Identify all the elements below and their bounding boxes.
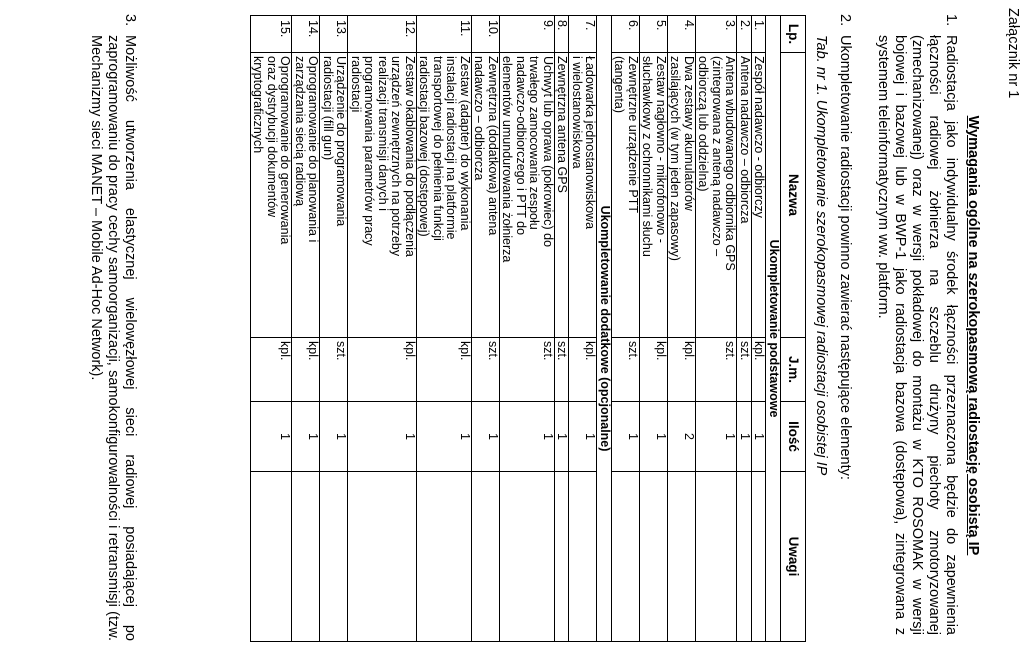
- table-row: [555, 16, 570, 642]
- cell-name-line: odbiorczą lub oddzielna): [696, 56, 711, 192]
- cell-lp: 9.: [500, 16, 555, 53]
- cell-name-line: Oprogramowanie do planowania i: [306, 56, 321, 243]
- paragraph-2: Ukompletowanie radiostacji powinno zawierać następujące elementy:: [837, 35, 853, 480]
- cell-name-line: Antena wbudowanego odbiornika GPS: [723, 56, 738, 271]
- cell-name: [417, 53, 472, 338]
- cell-name: [292, 53, 320, 338]
- cell-name-line: i wielostanowiskowa: [570, 56, 584, 169]
- cell-notes: [500, 472, 555, 642]
- cell-name-line: radiostacji bazowej (dostępowej): [417, 56, 432, 237]
- cell-quantity: 1: [737, 402, 752, 472]
- cell-name-line: Zestaw nagłowno - mikrofonowo -: [654, 56, 668, 243]
- cell-notes: [417, 472, 472, 642]
- table-row: [472, 16, 500, 642]
- cell-name-line: Antena nadawczo – odbiorcza: [738, 56, 752, 224]
- header-unit: J.m.: [781, 338, 806, 402]
- cell-unit: kpl.: [640, 338, 668, 402]
- cell-lp: 10.: [472, 16, 500, 53]
- cell-name: [348, 53, 417, 338]
- cell-quantity: 1: [696, 402, 738, 472]
- cell-lp: 13.: [320, 16, 348, 53]
- cell-name-line: (tangenta): [612, 56, 627, 113]
- cell-notes: [251, 472, 293, 642]
- cell-unit: kpl.: [569, 338, 597, 402]
- cell-name-line: radiostacji (fill gun): [321, 56, 335, 161]
- section-row: [766, 16, 781, 642]
- cell-quantity: 1: [320, 402, 348, 472]
- table-row: [640, 16, 668, 642]
- cell-name: [640, 53, 668, 338]
- cell-name: [752, 53, 767, 338]
- cell-quantity: 1: [752, 402, 767, 472]
- cell-unit: szt.: [500, 338, 555, 402]
- cell-unit: kpl.: [752, 338, 767, 402]
- paragraph-3: Możliwość utworzenia elastycznej wielowęzłowej sieci radiowej posiadającej po zaprogramowaniu do pracy cechy samoorganizacji, samokonfigurowalności i retransmisji (tzw. Mechanizmy sieci MANET – Mobile Ad-Hoc Network).: [88, 35, 138, 641]
- cell-name-line: Zestaw (adapter) do wykonania: [458, 56, 472, 231]
- cell-unit: szt.: [696, 338, 738, 402]
- document-title: Wymagania ogólne na szerokopasmową radiostację osobistą IP: [965, 115, 981, 556]
- table-row: [348, 16, 417, 642]
- cell-name: [251, 53, 293, 338]
- cell-name-line: radiostacji: [349, 56, 363, 113]
- cell-unit: szt.: [472, 338, 500, 402]
- cell-unit: kpl.: [668, 338, 696, 402]
- cell-name-line: trwałego zamocowania zespołu: [527, 56, 542, 230]
- cell-name: [612, 53, 640, 338]
- cell-name-line: Urządzenie do programowania: [334, 56, 349, 227]
- cell-name: [696, 53, 738, 338]
- cell-lp: 8.: [555, 16, 570, 53]
- cell-lp: 14.: [292, 16, 320, 53]
- table-caption: Tab. nr 1. Ukompletowanie szerokopasmowej radiostacji osobistej IP: [813, 35, 829, 476]
- cell-name-line: Dwa zestawy akumulatorów: [682, 56, 696, 211]
- cell-name: [569, 53, 597, 338]
- cell-name-line: Zestaw okablowania do podłączenia: [403, 56, 417, 257]
- cell-name: [555, 53, 570, 338]
- header-name: Nazwa: [781, 53, 806, 338]
- table-row: [612, 16, 640, 642]
- cell-quantity: 1: [417, 402, 472, 472]
- cell-name-line: Ładowarka jednostanowiskowa: [583, 56, 598, 230]
- section-title: Ukompletowanie podstawowe: [766, 16, 781, 642]
- cell-quantity: 1: [569, 402, 597, 472]
- cell-lp: 5.: [640, 16, 668, 53]
- table-row: [500, 16, 555, 642]
- table-body: [251, 16, 781, 642]
- cell-name-line: słuchawkowy z ochronnikami słuchu: [640, 56, 655, 257]
- paragraph-1: Radiostacja jako indywidualny środek łączności przeznaczona będzie do zapewnienia łączności radiowej żołnierza na szczeblu drużyny piechoty zmotoryzowanej (zmechanizowanej) oraz w wersji pokładowej do montażu w KTO ROSOMAK w wersji bojowej i bazowej lub w BWP-1 jako radiostacja bazowa (dostępowa), zintegrowana z systemem teleinformatycznym ww. platform.: [875, 35, 959, 635]
- table-row: [251, 16, 293, 642]
- cell-name-line: Zespół nadawczo - odbiorczy: [752, 56, 767, 218]
- cell-notes: [569, 472, 597, 642]
- table-row: [737, 16, 752, 642]
- cell-name-line: elementów umundurowania żołnierza: [500, 56, 515, 263]
- table-row: [696, 16, 738, 642]
- cell-quantity: 1: [251, 402, 293, 472]
- cell-lp: 4.: [668, 16, 696, 53]
- paragraph-number: 2.: [837, 14, 853, 27]
- cell-notes: [612, 472, 640, 642]
- cell-quantity: 1: [555, 402, 570, 472]
- equipment-table: [250, 15, 806, 642]
- table-row: [292, 16, 320, 642]
- cell-quantity: 1: [292, 402, 320, 472]
- table-row: [569, 16, 597, 642]
- cell-name-line: (zintegrowana z anteną nadawczo –: [710, 56, 724, 257]
- cell-unit: kpl.: [417, 338, 472, 402]
- cell-unit: szt.: [612, 338, 640, 402]
- cell-lp: 15.: [251, 16, 293, 53]
- cell-name: [500, 53, 555, 338]
- cell-name-line: Oprogramowanie do generowania: [278, 56, 293, 245]
- header-notes: Uwagi: [781, 472, 806, 642]
- cell-notes: [292, 472, 320, 642]
- cell-name-line: zasilających (w tym jeden zapasowy): [668, 56, 683, 261]
- cell-name-line: programowania parametrów pracy: [362, 56, 377, 246]
- cell-unit: szt.: [737, 338, 752, 402]
- cell-name-line: Uchwyt lub oprawa (pokrowiec) do: [541, 56, 555, 248]
- cell-name-line: instalacji radiostacji na platformie: [444, 56, 459, 240]
- cell-name: [472, 53, 500, 338]
- cell-name-line: Zewnętrzne urządzenie PTT: [626, 56, 640, 214]
- header-quantity: Ilość: [781, 402, 806, 472]
- cell-quantity: 1: [640, 402, 668, 472]
- header-lp: Lp.: [781, 16, 806, 53]
- cell-lp: 2.: [737, 16, 752, 53]
- table-header-row: [781, 16, 806, 642]
- cell-name: [320, 53, 348, 338]
- cell-notes: [640, 472, 668, 642]
- cell-name: [668, 53, 696, 338]
- cell-name: [737, 53, 752, 338]
- table-row: [320, 16, 348, 642]
- cell-unit: szt.: [320, 338, 348, 402]
- attachment-label: Załącznik nr 1: [1005, 8, 1021, 99]
- cell-notes: [320, 472, 348, 642]
- cell-notes: [752, 472, 767, 642]
- cell-notes: [348, 472, 417, 642]
- cell-notes: [472, 472, 500, 642]
- section-title: Ukompletowanie dodatkowe (opcjonalne): [597, 16, 612, 642]
- cell-lp: 1.: [752, 16, 767, 53]
- cell-name-line: Zewnętrzna (dodatkowa) antena: [486, 56, 500, 236]
- cell-lp: 7.: [569, 16, 597, 53]
- cell-lp: 11.: [417, 16, 472, 53]
- cell-unit: kpl.: [251, 338, 293, 402]
- cell-notes: [696, 472, 738, 642]
- section-row: [597, 16, 612, 642]
- cell-lp: 6.: [612, 16, 640, 53]
- cell-name-line: zarządzania siecią radiową: [293, 56, 307, 207]
- table-row: [752, 16, 767, 642]
- cell-quantity: 1: [472, 402, 500, 472]
- table-row: [417, 16, 472, 642]
- cell-name-line: Zewnętrzna antena GPS: [555, 56, 570, 193]
- cell-quantity: 1: [348, 402, 417, 472]
- cell-name-line: urządzeń zewnętrznych na potrzeby: [389, 56, 404, 257]
- cell-notes: [737, 472, 752, 642]
- cell-name-line: kryptograficznych: [251, 56, 266, 154]
- cell-unit: szt.: [555, 338, 570, 402]
- cell-name-line: nadawczo-odbiorczego i PTT do: [514, 56, 528, 236]
- cell-quantity: 1: [612, 402, 640, 472]
- cell-name-line: oraz dystrybucji dokumentów: [265, 56, 279, 218]
- cell-lp: 12.: [348, 16, 417, 53]
- cell-name-line: realizacji transmisji danych i: [376, 56, 390, 211]
- table-row: [668, 16, 696, 642]
- paragraph-number: 3.: [122, 14, 138, 27]
- cell-quantity: 1: [500, 402, 555, 472]
- cell-notes: [668, 472, 696, 642]
- cell-quantity: 2: [668, 402, 696, 472]
- cell-notes: [555, 472, 570, 642]
- cell-lp: 3.: [696, 16, 738, 53]
- cell-unit: kpl.: [348, 338, 417, 402]
- paragraph-number: 1.: [943, 14, 959, 27]
- cell-name-line: nadawczo – odbiorcza: [472, 56, 487, 181]
- cell-name-line: transportowej do pełnienia funkcji: [431, 56, 445, 241]
- cell-unit: kpl.: [292, 338, 320, 402]
